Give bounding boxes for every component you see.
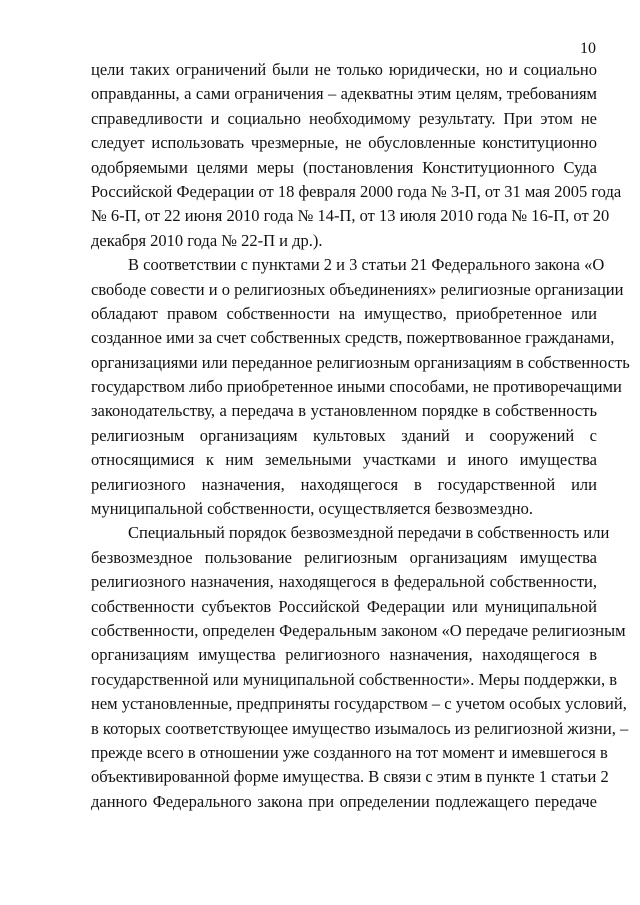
text-line: в которых соответствующее имущество изымалось из религиозной жизни, – [91, 718, 629, 738]
text-line: следует использовать чрезмерные, не обусловленные конституционно [91, 133, 597, 153]
text-line: государством либо приобретенное иными способами, не противоречащими [91, 377, 622, 397]
text-line: одобряемыми целями меры (постановления Конституционного Суда [91, 157, 597, 177]
text-line: религиозного назначения, находящегося в государственной или [91, 474, 597, 494]
text-line: нем установленные, предприняты государством – с учетом особых условий, [91, 694, 627, 714]
text-line: цели таких ограничений были не только юридически, но и социально [91, 60, 597, 79]
text-line: Российской Федерации от 18 февраля 2000 года № 3-П, от 31 мая 2005 года [91, 181, 622, 201]
text-line: безвозмездное пользование религиозным организациям имущества [91, 547, 597, 567]
paragraph-2 [91, 253, 630, 521]
text-line: религиозным организациям культовых зданий и сооружений с [91, 425, 597, 445]
text-line: объективированной форме имущества. В связи с этим в пункте 1 статьи 2 [91, 767, 609, 787]
text-line: № 6-П, от 22 июня 2010 года № 14-П, от 13 июля 2010 года № 16-П, от 20 [91, 206, 610, 226]
text-line: организациями или переданное религиозным организациям в собственность [91, 352, 630, 372]
text-line: организациям имущества религиозного назначения, находящегося в [91, 645, 597, 665]
text-line: Специальный порядок безвозмездной передачи в собственность или [128, 523, 610, 543]
paragraph-3 [91, 521, 629, 814]
text-line: собственности, определен Федеральным законом «О передаче религиозным [91, 620, 626, 640]
text-line: муниципальной собственности, осуществляется безвозмездно. [91, 499, 533, 519]
document-body [91, 58, 630, 814]
text-line: обладают правом собственности на имущество, приобретенное или [91, 303, 597, 323]
text-line: свободе совести и о религиозных объединениях» религиозные организации [91, 279, 624, 299]
text-line: прежде всего в отношении уже созданного на тот момент и имевшегося в [91, 742, 608, 762]
text-line: относящимися к ним земельными участками и иного имущества [91, 450, 597, 470]
paragraph-1 [91, 58, 622, 253]
text-line: справедливости и социально необходимому результату. При этом не [91, 108, 597, 128]
text-line: собственности субъектов Российской Федерации или муниципальной [91, 596, 597, 616]
text-line: данного Федерального закона при определении подлежащего передаче [91, 791, 597, 811]
text-line: декабря 2010 года № 22-П и др.). [91, 230, 323, 250]
text-line: созданное ими за счет собственных средств, пожертвованное гражданами, [91, 328, 615, 348]
text-line: В соответствии с пунктами 2 и 3 статьи 21 Федерального закона «О [128, 255, 605, 275]
text-line: оправданны, а сами ограничения – адекватны этим целям, требованиям [91, 84, 597, 104]
page-number: 10 [580, 40, 596, 57]
text-line: законодательству, а передача в установленном порядке в собственность [91, 401, 597, 421]
text-line: государственной или муниципальной собственности». Меры поддержки, в [91, 669, 618, 689]
text-line: религиозного назначения, находящегося в федеральной собственности, [91, 572, 597, 592]
